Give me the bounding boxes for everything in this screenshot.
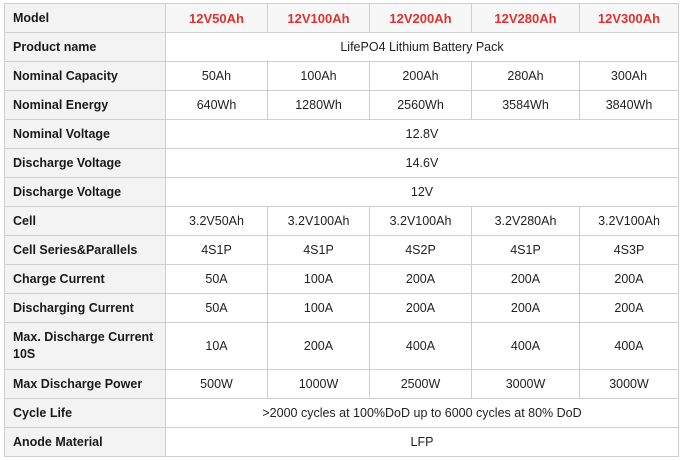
table-row	[5, 236, 679, 265]
table-row	[5, 149, 679, 178]
row-value-span: 12.8V	[166, 120, 679, 149]
table-row	[5, 370, 679, 399]
table-row	[5, 207, 679, 236]
row-value: 200A	[580, 294, 679, 323]
header-label: Model	[5, 4, 166, 33]
row-label: Anode Material	[5, 428, 166, 457]
row-label: Discharge Voltage	[5, 178, 166, 207]
row-label: Nominal Capacity	[5, 62, 166, 91]
row-value: 4S1P	[472, 236, 580, 265]
row-label: Discharging Current	[5, 294, 166, 323]
row-value: 4S3P	[580, 236, 679, 265]
row-label: Product name	[5, 33, 166, 62]
model-12v50ah: 12V50Ah	[166, 4, 268, 33]
row-value: 200A	[472, 265, 580, 294]
row-value: 3840Wh	[580, 91, 679, 120]
table-row	[5, 323, 679, 370]
row-label: Nominal Voltage	[5, 120, 166, 149]
spec-table-body	[5, 4, 679, 457]
row-value: 3000W	[472, 370, 580, 399]
battery-spec-table	[4, 3, 679, 457]
row-value: 100A	[268, 265, 370, 294]
row-label: Cycle Life	[5, 399, 166, 428]
row-value: 2560Wh	[370, 91, 472, 120]
row-value: 50Ah	[166, 62, 268, 91]
row-value: 200A	[472, 294, 580, 323]
model-12v280ah: 12V280Ah	[472, 4, 580, 33]
row-label: Charge Current	[5, 265, 166, 294]
row-value-span: LifePO4 Lithium Battery Pack	[166, 33, 679, 62]
row-label: Cell Series&Parallels	[5, 236, 166, 265]
row-value: 50A	[166, 294, 268, 323]
row-value-span: 14.6V	[166, 149, 679, 178]
row-label: Discharge Voltage	[5, 149, 166, 178]
row-value: 50A	[166, 265, 268, 294]
row-value: 400A	[472, 323, 580, 370]
row-value: 300Ah	[580, 62, 679, 91]
row-value: 200A	[370, 265, 472, 294]
row-value: 3584Wh	[472, 91, 580, 120]
row-value: 100A	[268, 294, 370, 323]
row-value-span: 12V	[166, 178, 679, 207]
header-row	[5, 4, 679, 33]
row-value: 3.2V100Ah	[370, 207, 472, 236]
row-value: 4S2P	[370, 236, 472, 265]
table-row	[5, 91, 679, 120]
row-value: 3000W	[580, 370, 679, 399]
row-value: 1280Wh	[268, 91, 370, 120]
row-value: 2500W	[370, 370, 472, 399]
row-value: 500W	[166, 370, 268, 399]
row-label: Max. Discharge Current 10S	[5, 323, 166, 370]
row-value: 4S1P	[268, 236, 370, 265]
table-row	[5, 120, 679, 149]
row-value: 200Ah	[370, 62, 472, 91]
table-row	[5, 265, 679, 294]
row-value-span: >2000 cycles at 100%DoD up to 6000 cycles at 80% DoD	[166, 399, 679, 428]
model-12v200ah: 12V200Ah	[370, 4, 472, 33]
row-value: 200A	[268, 323, 370, 370]
row-value: 400A	[370, 323, 472, 370]
table-row	[5, 428, 679, 457]
row-value: 400A	[580, 323, 679, 370]
row-value: 280Ah	[472, 62, 580, 91]
row-value: 10A	[166, 323, 268, 370]
row-label: Max Discharge Power	[5, 370, 166, 399]
row-value: 1000W	[268, 370, 370, 399]
row-value: 200A	[580, 265, 679, 294]
row-value: 3.2V100Ah	[580, 207, 679, 236]
row-value: 4S1P	[166, 236, 268, 265]
model-12v100ah: 12V100Ah	[268, 4, 370, 33]
row-value: 3.2V50Ah	[166, 207, 268, 236]
table-row	[5, 178, 679, 207]
row-value: 100Ah	[268, 62, 370, 91]
model-12v300ah: 12V300Ah	[580, 4, 679, 33]
row-value: 3.2V100Ah	[268, 207, 370, 236]
row-value-span: LFP	[166, 428, 679, 457]
table-row	[5, 399, 679, 428]
row-label: Nominal Energy	[5, 91, 166, 120]
table-row	[5, 294, 679, 323]
table-row	[5, 33, 679, 62]
row-value: 200A	[370, 294, 472, 323]
table-row	[5, 62, 679, 91]
row-label: Cell	[5, 207, 166, 236]
row-value: 3.2V280Ah	[472, 207, 580, 236]
row-value: 640Wh	[166, 91, 268, 120]
